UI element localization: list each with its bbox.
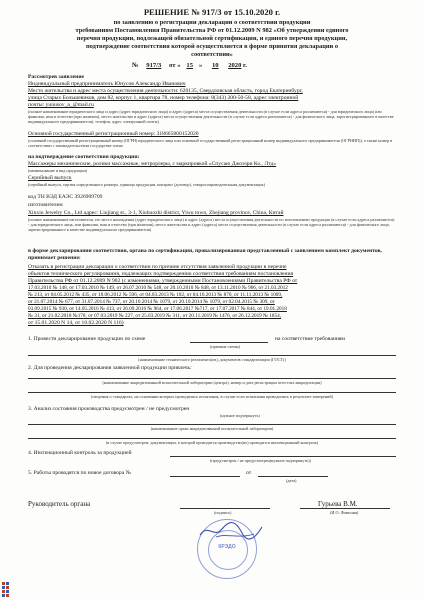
item3-blank: [28, 424, 396, 425]
item5-mid: от: [246, 470, 252, 476]
item3-caption: (нужное подчеркнуть): [220, 413, 260, 418]
head-name: Гурьева В.М.: [318, 500, 358, 508]
decision-line-2: объектов технического регулирования, подлежащих подтверждению соответствия требованиям постановления: [28, 271, 294, 277]
decision-line-6: от 21.07.2014 № 677, от 31.07.2014 № 737, от 20.10.2014 № 1079, от 20.10.2014 № 1079, от 02.04.2015 № 309, от: [28, 299, 275, 305]
item1-prefix: 1. Провести декларирование продукции по схеме: [28, 336, 146, 342]
item2-label: 2. Для проведения декларирования заявленной продукции привлечь:: [28, 365, 192, 371]
item1-suffix: на соответствие требованиям: [275, 336, 345, 342]
handwritten-signature: [196, 519, 266, 543]
item5-date-blank: [258, 476, 328, 477]
heading-line-4: подтверждение соответствия которой осуществляется в форме принятия декларации о: [85, 43, 339, 50]
number-line: № 917/3 от « 15 » 10 2020 г.: [132, 62, 247, 69]
signature-line: [180, 508, 270, 509]
product-header: на подтверждение соответствия продукции:: [28, 154, 140, 160]
heading-line-1: по заявлению о регистрации декларации о соответствии продукции: [113, 19, 311, 26]
maker-label: изготовителем: [28, 202, 63, 208]
applicant-line-3: улица Старых Большевиков, дом 82, корпус 1, квартира 78, номер телефона: 8(343) 200-50-58, адрес электронной: [28, 95, 299, 101]
decision-line-4: 17.03.2010 № 148, от 17.03.2010 № 149, от 26.07.2010 № 548, от 20.10.2010 № 848, от 13.11.2010 № 906, от 21.03.2012: [28, 285, 288, 291]
name-caption: (И.О. Фамилия): [330, 510, 359, 515]
form-header: в форме декларирования соответствия, органа по сертификации, провализированная представленный с заявлением комплект документов, принимает решение:: [28, 248, 382, 261]
item3-blank-2: [28, 438, 396, 439]
item5-prefix: 5. Работы проводятся по новое договора №: [28, 470, 131, 476]
product-caption: (наименование и вид продукции): [28, 168, 88, 173]
ogrn-caption: (основной государственный регистрационный номер (ОГРН) юридического лица или основной государственный регистрационный номер индивидуального предпринимателя (ОГРНИП)), а также номер в соответствии с законодательством государства-члена: [28, 138, 393, 148]
item1-caption-1: (причина схемы): [210, 344, 240, 349]
decision-line-8: № 31, от 21.02.2018 №178, от 07.03.2019 № 227, от 25.03.2019 № 311, от 20.11.2019 № 1476, от 26.12.2019 № 1854,: [28, 313, 281, 319]
item3-caption-2: (наименование орган аккредитованной испытательной лаборатории): [150, 426, 274, 431]
tnved-line: код ТН ВЭД ЕАЭС 3926909709: [28, 194, 103, 200]
decision-title: РЕШЕНИЕ № 917/3 от 15.10.2020 г.: [143, 7, 281, 17]
maker-caption: (полное наименование изготовителя, его место нахождения (адрес юридического лица) и адрес (адреса) места осуществления деятельности по изготовлению продукции (в случае если адреса различаются) - для юридического лица, или фамилия, имя и отчество (при наличии), место жительства и адрес (адреса) места осуществления деятельности (в случае если адреса различаются) - для физического лица, зарегистрированного в качестве индивидуального предпринимателя): [28, 217, 395, 232]
serial-caption: (серийный выпуск, партия определенного размера, единица продукции, контракт (договор), товаросопроводительная документация): [28, 182, 265, 187]
seal-text: КРЭДО: [218, 544, 236, 550]
heading-line-5: соответствии»: [191, 51, 233, 58]
decision-line-9: от 15.01.2020 N 14, от 10.02.2020 N 116): [28, 320, 124, 326]
item4-label: 4. Инспекционный контроль за продукцией: [28, 450, 132, 456]
reviewed-label: Рассмотрев заявление: [28, 74, 85, 80]
item4-blank: [170, 456, 396, 457]
item3-caption-3: (в случае предусмотрен: документации, в которой проводится производство(во) проводится инспекционный контроль): [105, 440, 319, 445]
decision-line-3: Правительства РФ от 01.12.2009 N 982 (с изменениями, утвержденными Постановлениями Правительства РФ от: [28, 278, 298, 284]
heading-line-3: перечня продукции, подлежащей обязательной сертификации, и единого перечня продукции,: [76, 35, 348, 42]
item5-number-blank: [170, 476, 240, 477]
decision-line-7: 03.09.2015 № 930, от 14.05.2016 № 413, от 26.09.2016 № 964, от 17.06.2017 №717, от 17.07.2017 № 844, от 19.01.2018: [28, 306, 287, 312]
decision-line-1: Отказать в регистрации декларации о соответствии по причине отсутствия заявленной продукции в перечне: [28, 264, 287, 270]
corner-pattern-decoration: [2, 582, 12, 600]
item5-caption: (дата): [286, 478, 297, 483]
item1-blank: [190, 342, 268, 343]
serial-line: Серийный выпуск: [28, 175, 72, 181]
item1-caption-2: (наименование технического регламента(ов), документов стандартизации (ГОСТ)): [138, 357, 286, 362]
decision-line-5: № 213, от 04.05.2012 № 435, от 18.06.2012 № 596, от 04.03.2013 № 182, от 04.10.2013 № 870, от 11.11.2013 № 1009,: [28, 292, 283, 298]
sign-caption: (подпись): [214, 510, 232, 515]
name-line: [300, 508, 390, 509]
heading-line-2: требованиям Постановления Правительства РФ от 01.12.2009 N 982 «Об утверждении единого: [75, 27, 349, 34]
item1-blank-2: [28, 355, 396, 356]
ogrn-line: Основной государственный регистрационный номер: 318665800152020: [28, 131, 199, 137]
product-line: Массажеры механические, ролики массажные, метрорлеры, с маркировкой «Спусаю Джоэзри Ко., Лтд»: [28, 161, 277, 167]
item3-label: 3. Анализ состояния производства предусмотрен / не предусмотрен: [28, 406, 190, 412]
applicant-caption: (полное наименование юридического лица и адрес (адрес юридического лица) и адрес (адреса) места осуществления деятельности (в случае если адреса различаются) - для юридического лица) или фамилия, имя и отчество (при наличии), место жительства и адрес (адреса) места осуществления деятельности (в случае если адреса различаются) - для физического лица, зарегистрированного в качестве индивидуального предпринимателя), телефон, адрес электронной почты): [28, 109, 394, 124]
head-label: Руководитель органа: [28, 500, 91, 508]
item2-caption: (наименование аккредитованной испытательной лаборатории (центра), номер и дата регистрации аттестата аккредитации): [102, 380, 322, 385]
maker-line: Xinxiu Jewelry Co., Ltd адрес: Liujiang st., 3-1, Xiuhuozhi district, Yiwu town, Zhejiang province, China, Китай: [28, 210, 284, 216]
item2-blank: [28, 378, 396, 379]
applicant-line-2: Место жительства и адрес места осуществления деятельности: 620135, Свердловская область, город Екатеринбург,: [28, 88, 303, 94]
item2-blank-2: [28, 392, 396, 393]
applicant-line-1: Индивидуальный предприниматель Юнусов Александр Иванович: [28, 81, 186, 87]
item2-caption-2: (сведения о стандартах, на основании которых проводились испытания, в случае если испытания проводились в результате измерений): [91, 394, 333, 399]
applicant-line-4: почты: yunusov_a_@mail.ru: [28, 102, 94, 108]
item4-caption: (предусмотрен / не предусмотрен(нужное подчеркнуть)): [210, 458, 311, 463]
